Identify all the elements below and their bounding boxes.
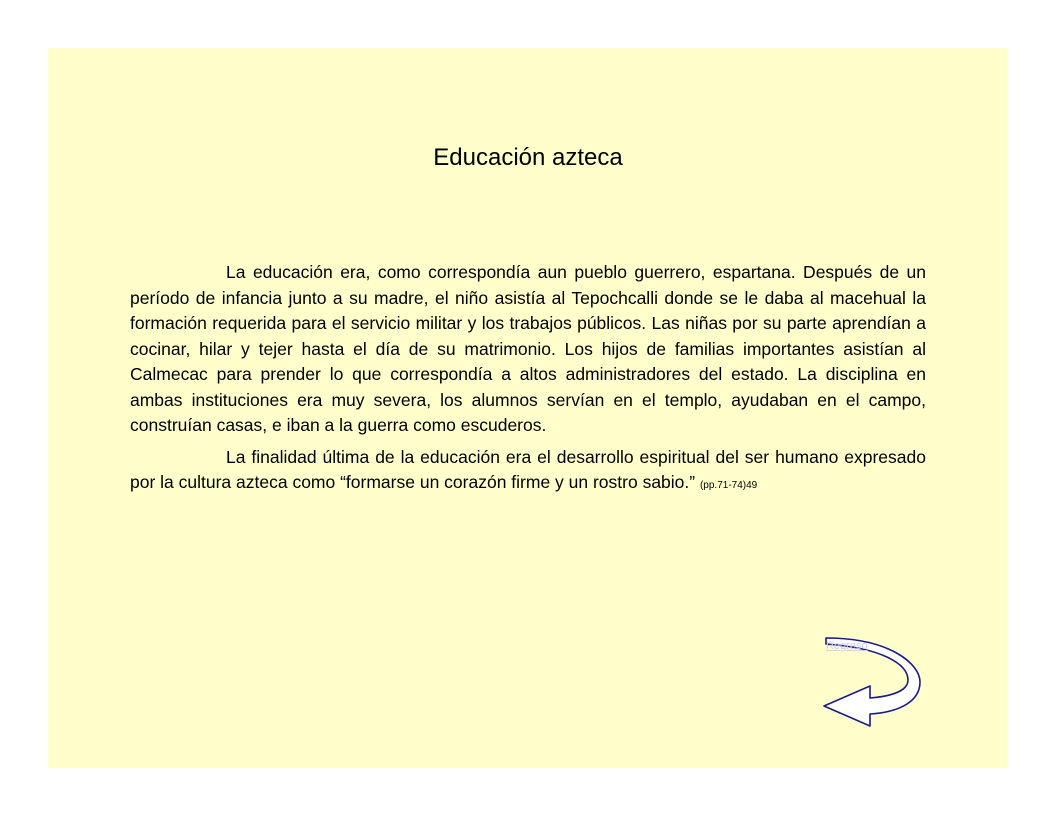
paragraph-2-text: La finalidad última de la educación era el desarrollo espiritual del ser humano expresado por la cultura azteca como “formarse un corazón firme y un rostro sabio.” (130, 446, 926, 492)
slide-body (130, 260, 926, 505)
paragraph-2 (130, 445, 926, 499)
paragraph-1-text: La educación era, como correspondía aun pueblo guerrero, espartana. Después de un período de infancia junto a su madre, el niño asistía al Tepochcalli donde se le daba al macehual la formación requerida para el servicio militar y los trabajos públicos. Las niñas por su parte aprendían a cocinar, hilar y tejer hasta el día de su matrimonio. Los hijos de familias importantes asistían al Calmecac para prender lo que correspondía a altos administradores del estado. La disciplina en ambas instituciones era muy severa, los alumnos servían en el templo, ayudaban en el campo, construían casas, e iban a la guerra como escuderos. (130, 262, 926, 435)
paragraph-1 (130, 260, 926, 439)
slide-title: Educación azteca (433, 144, 623, 171)
citation: (pp.71-74)49 (699, 480, 758, 491)
slide (48, 48, 1008, 768)
back-link[interactable]: Regreso (826, 640, 868, 652)
